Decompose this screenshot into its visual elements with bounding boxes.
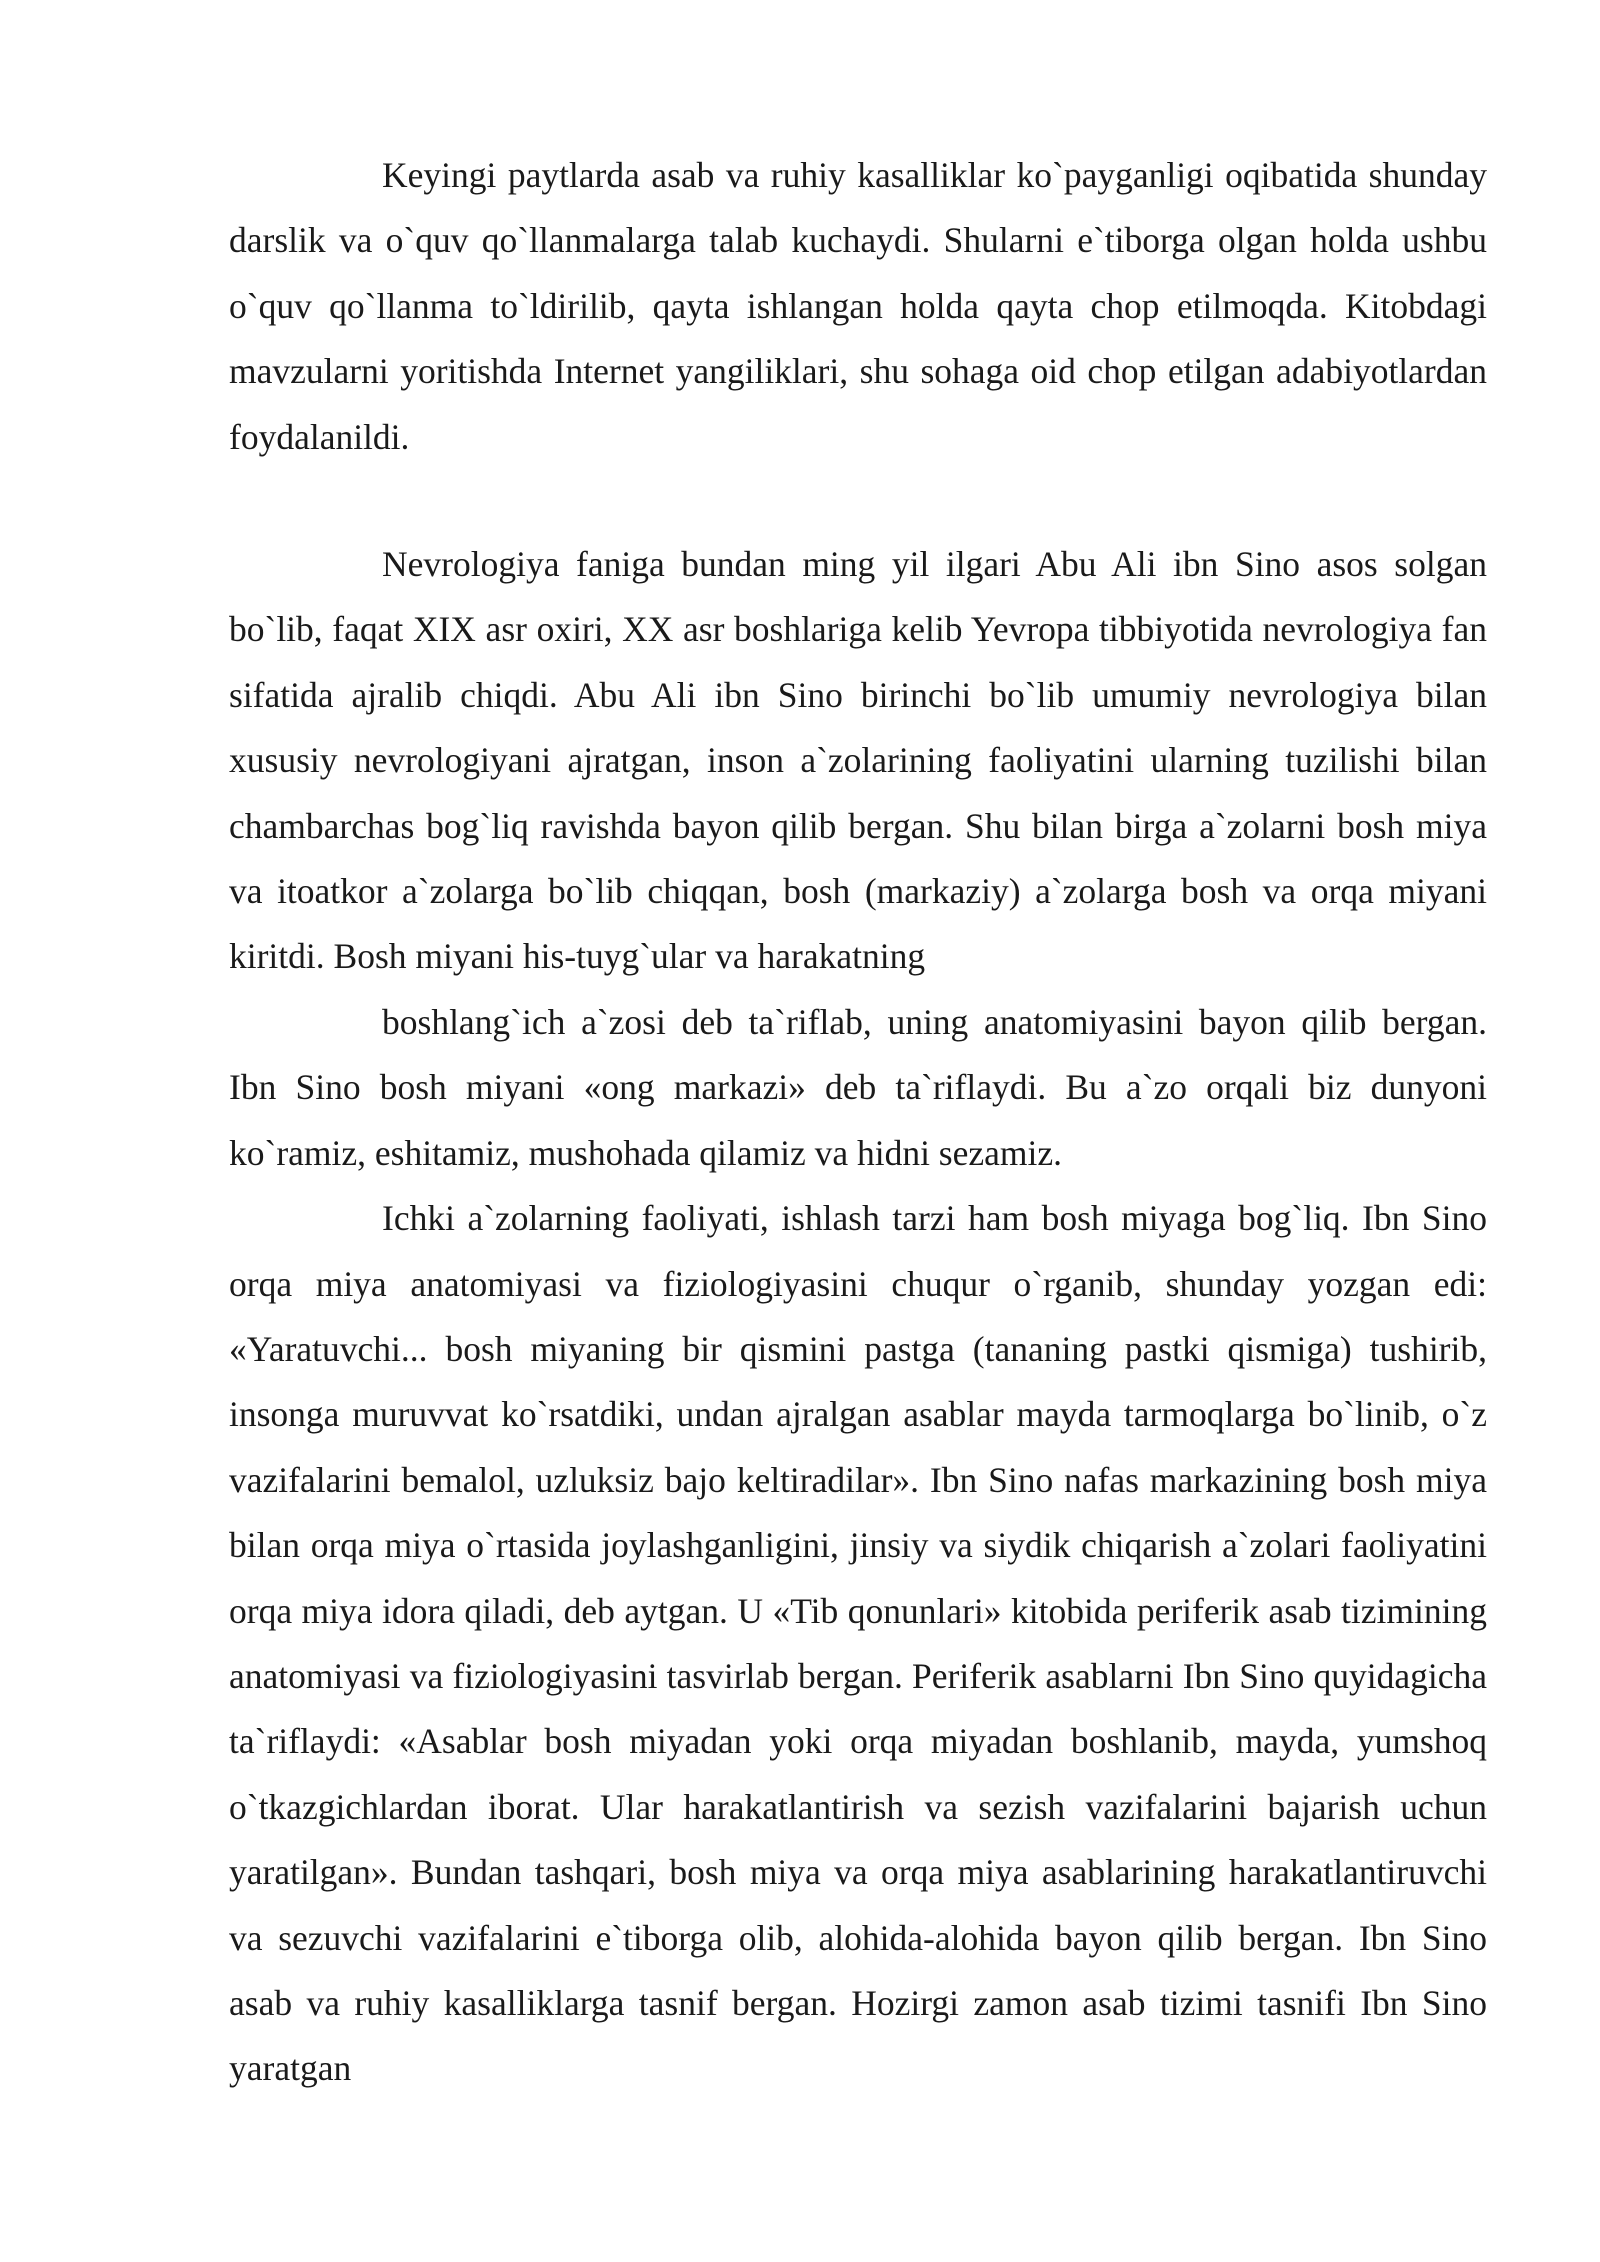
paragraph-neurology-history: Nevrologiya faniga bundan ming yil ilgari Abu Ali ibn Sino asos solgan bo`lib, faqat XIX asr oxiri, XX asr boshlariga kelib Yevropa tibbiyotida nevrologiya fan sifatida ajralib chiqdi. Abu Ali ibn Sino birinchi bo`lib umumiy nevrologiya bilan xususiy nevrologiyani ajratgan, inson a`zolarining faoliyatini ularning tuzilishi bilan chambarchas bog`liq ravishda bayon qilib bergan. Shu bilan birga a`zolarni bosh miya va itoatkor a`zolarga bo`lib chiqqan, bosh (markaziy) a`zolarga bosh va orqa miyani kiritdi. Bosh miyani his-tuyg`ular va harakatning: [229, 544, 1487, 977]
paragraph-internal-organs: Ichki a`zolarning faoliyati, ishlash tarzi ham bosh miyaga bog`liq. Ibn Sino orqa miya anatomiyasi va fiziologiyasini chuqur o`rganib, shunday yozgan edi: «Yaratuvchi... bosh miyaning bir qismini pastga (tananing pastki qismiga) tushirib, insonga muruvvat ko`rsatdiki, undan ajralgan asablar mayda tarmoqlarga bo`linib, o`z vazifalarini bemalol, uzluksiz bajo keltiradilar». Ibn Sino nafas markazining bosh miya bilan orqa miya o`rtasida joylashganligini, jinsiy va siydik chiqarish a`zolari faoliyatini orqa miya idora qiladi, deb aytgan. U «Tib qonunlari» kitobida periferik asab tizimining anatomiyasi va fiziologiyasini tasvirlab bergan. Periferik asablarni Ibn Sino quyidagicha ta`riflaydi: «Asablar bosh miyadan yoki orqa miyadan boshlanib, mayda, yumshoq o`tkazgichlardan iborat. Ular harakatlantirish va sezish vazifalarini bajarish uchun yaratilgan». Bundan tashqari, bosh miya va orqa miya asablarining harakatlantiruvchi va sezuvchi vazifalarini e`tiborga olib, alohida-alohida bayon qilib bergan. Ibn Sino asab va ruhiy kasalliklarga tasnif bergan. Hozirgi zamon asab tizimi tasnifi Ibn Sino yaratgan: [229, 1198, 1487, 2089]
paragraph-intro: Keyingi paytlarda asab va ruhiy kasalliklar ko`payganligi oqibatida shunday darslik va o`quv qo`llanmalarga talab kuchaydi. Shularni e`tiborga olgan holda ushbu o`quv qo`llanma to`ldirilib, qayta ishlangan holda qayta chop etilmoqda. Kitobdagi mavzularni yoritishda Internet yangiliklari, shu sohaga oid chop etilgan adabiyotlardan foydalanildi.: [229, 155, 1487, 457]
document-page: [229, 143, 1487, 2102]
paragraph-brain-definition: boshlang`ich a`zosi deb ta`riflab, uning anatomiyasini bayon qilib bergan. Ibn Sino bosh miyani «ong markazi» deb ta`riflaydi. Bu a`zo orqali biz dunyoni ko`ramiz, eshitamiz, mushohada qilamiz va hidni sezamiz.: [229, 1001, 1487, 1173]
